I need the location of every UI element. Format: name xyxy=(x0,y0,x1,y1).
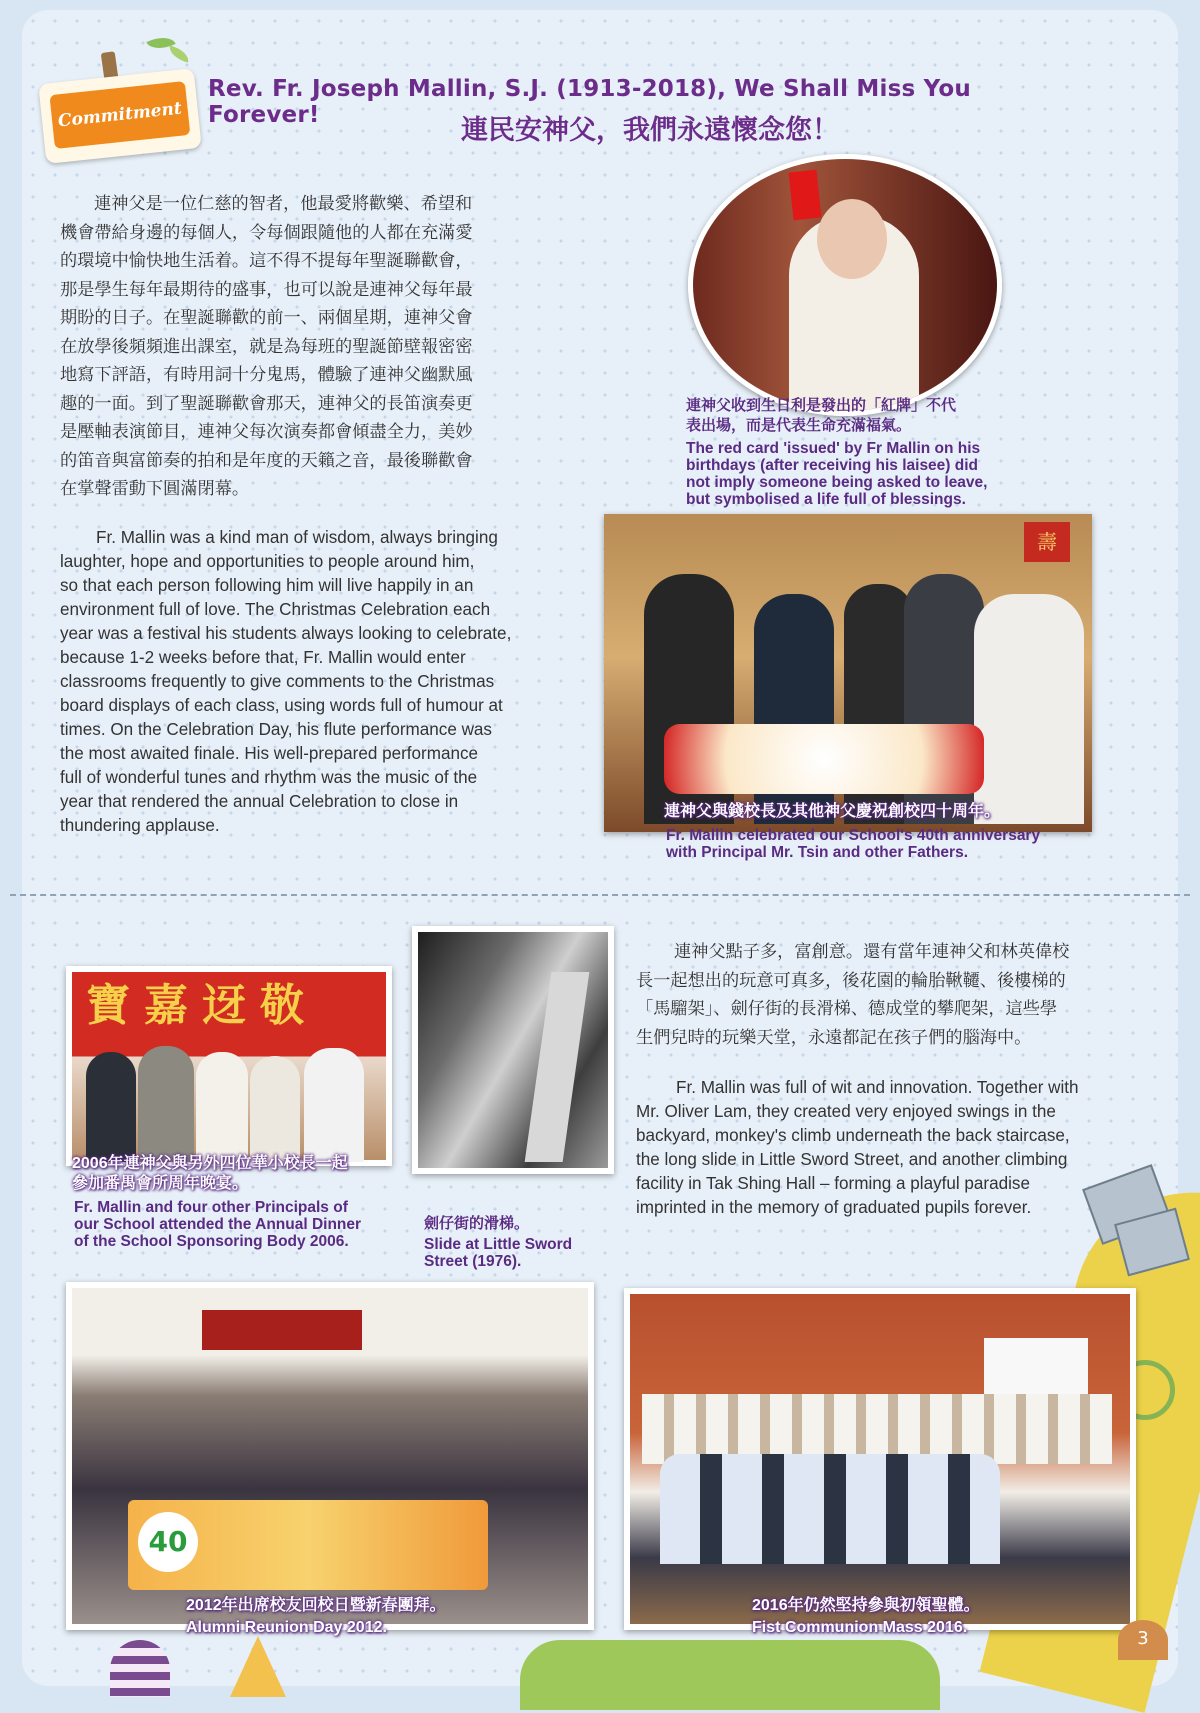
intro-english-paragraph xyxy=(60,526,552,838)
photo-figure xyxy=(196,1052,248,1162)
caption-slide-zh: 劍仔街的滑梯。 xyxy=(424,1215,530,1232)
intro-en-line: the most awaited finale. His well-prepared performance xyxy=(60,744,479,763)
caption-line: 連神父收到生日利是發出的「紅牌」不代 xyxy=(686,397,957,414)
page-number: 3 xyxy=(1118,1620,1168,1660)
section-divider xyxy=(10,894,1190,896)
photo-banner: 壽 xyxy=(1024,522,1070,562)
caption-line: 表出場，而是代表生命充滿福氣。 xyxy=(686,417,912,434)
photo-slide xyxy=(412,926,614,1174)
photo-cake xyxy=(664,724,984,794)
section-tag xyxy=(38,68,202,164)
caption-alumni-zh: 2012年出席校友回校日暨新春團拜。 xyxy=(186,1597,446,1614)
caption-alumni-en: Alumni Reunion Day 2012. xyxy=(186,1619,387,1636)
intro-zh-line: 地寫下評語，有時用詞十分鬼馬，體驗了連神父幽默風 xyxy=(60,365,473,385)
playground-en-line: the long slide in Little Sword Street, and another climbing xyxy=(636,1150,1068,1169)
title-chinese: 連民安神父，我們永遠懷念您！ xyxy=(461,115,839,146)
playground-zh-line: 「馬騮架」、劍仔街的長滑梯、德成堂的攀爬架，這些學 xyxy=(636,999,1058,1019)
caption-line: Street (1976). xyxy=(424,1253,522,1270)
caption-dinner-en xyxy=(74,1199,404,1250)
intro-zh-line: 那是學生每年最期待的盛事，也可以說是連神父每年最 xyxy=(60,279,473,300)
caption-line: with Principal Mr. Tsin and other Fathers. xyxy=(666,844,969,861)
intro-en-line: Fr. Mallin was a kind man of wisdom, always bringing xyxy=(96,528,498,547)
playground-en-line: facility in Tak Shing Hall – forming a playful paradise xyxy=(636,1174,1030,1193)
caption-communion-zh: 2016年仍然堅持參與初領聖體。 xyxy=(752,1597,980,1614)
caption-line: 2006年連神父與另外四位華小校長一起 xyxy=(72,1155,348,1172)
photo-figure xyxy=(250,1056,300,1162)
caption-line: our School attended the Annual Dinner xyxy=(74,1216,362,1233)
intro-en-line: full of wonderful tunes and rhythm was the music of the xyxy=(60,768,478,787)
caption-line: birthdays (after receiving his laisee) did xyxy=(686,457,979,474)
intro-en-line: thundering applause. xyxy=(60,816,220,835)
caption-line: 參加番禺會所周年晚宴。 xyxy=(72,1175,249,1192)
playground-chinese-paragraph xyxy=(636,938,1142,1052)
caption-line: but symbolised a life full of blessings. xyxy=(686,491,966,508)
caption-red-card-zh xyxy=(686,396,1026,436)
intro-zh-line: 機會帶給身邊的每個人，令每個跟隨他的人都在充滿愛 xyxy=(60,222,473,243)
intro-zh-line: 期盼的日子。在聖誕聯歡的前一、兩個星期，連神父會 xyxy=(60,308,473,328)
red-card xyxy=(789,170,822,221)
photo-alumni xyxy=(66,1282,594,1630)
playground-en-line: imprinted in the memory of graduated pupils forever. xyxy=(636,1198,1032,1217)
intro-chinese-paragraph xyxy=(60,190,560,504)
playground-zh-line: 長一起想出的玩意可真多，後花園的輪胎鞦韆、後樓梯的 xyxy=(636,970,1066,991)
intro-zh-line: 的環境中愉快地生活着。這不得不提每年聖誕聯歡會， xyxy=(60,251,473,271)
intro-en-line: times. On the Celebration Day, his flute performance was xyxy=(60,720,492,739)
caption-red-card-en xyxy=(686,440,1026,508)
anniversary-badge: 40 xyxy=(138,1512,198,1572)
intro-zh-line: 連神父是一位仁慈的智者，他最愛將歡樂、希望和 xyxy=(94,194,473,214)
photo-anniversary xyxy=(604,514,1092,832)
caption-line: Fr. Mallin celebrated our School's 40th anniversary xyxy=(666,827,1041,844)
intro-en-line: laughter, hope and opportunities to people around him, xyxy=(60,552,475,571)
photo-slide-chute xyxy=(525,972,590,1162)
caption-communion-en: Fist Communion Mass 2016. xyxy=(752,1619,968,1636)
intro-en-line: because 1-2 weeks before that, Fr. Mallin would enter xyxy=(60,648,466,667)
caption-anniversary-en xyxy=(666,827,1106,861)
photo-figure xyxy=(974,594,1084,824)
playground-english-paragraph xyxy=(636,1076,1142,1220)
intro-en-line: board displays of each class, using words full of humour at xyxy=(60,696,503,715)
intro-zh-line: 在放學後頻頻進出課室，就是為每班的聖誕節壁報密密 xyxy=(60,336,473,357)
photo-figure xyxy=(304,1048,364,1162)
photo-dinner xyxy=(66,966,392,1166)
intro-en-line: classrooms frequently to give comments to the Christmas xyxy=(60,672,495,691)
decorative-ground xyxy=(520,1640,940,1710)
section-tag-label: Commitment xyxy=(49,81,190,149)
intro-zh-line: 在掌聲雷動下圓滿閉幕。 xyxy=(60,479,250,499)
photo-figure xyxy=(138,1046,194,1162)
title-english: Rev. Fr. Joseph Mallin, S.J. (1913-2018), We Shall Miss You Forever! xyxy=(208,76,971,128)
caption-dinner-zh xyxy=(72,1154,402,1194)
playground-en-line: Mr. Oliver Lam, they created very enjoyed swings in the xyxy=(636,1102,1056,1121)
photo-figure xyxy=(86,1052,136,1162)
photo-communion xyxy=(624,1288,1136,1630)
intro-zh-line: 的笛音與富節奏的拍和是年度的天籟之音，最後聯歡會 xyxy=(60,450,473,471)
caption-line: of the School Sponsoring Body 2006. xyxy=(74,1233,349,1250)
photo-seated-row xyxy=(660,1454,1000,1564)
playground-en-line: Fr. Mallin was full of wit and innovation. Together with xyxy=(676,1078,1079,1097)
intro-zh-line: 趣的一面。到了聖誕聯歡會那天，連神父的長笛演奏更 xyxy=(60,393,473,414)
photo-red-card xyxy=(688,154,1002,416)
photo-curtain xyxy=(202,1310,362,1350)
caption-line: not imply someone being asked to leave, xyxy=(686,474,988,491)
caption-anniversary-zh: 連神父與錢校長及其他神父慶祝創校四十周年。 xyxy=(664,803,1001,820)
photo-face xyxy=(817,199,887,279)
decorative-tower-icon xyxy=(110,1640,170,1697)
intro-en-line: environment full of love. The Christmas Celebration each xyxy=(60,600,491,619)
caption-slide-en xyxy=(424,1236,624,1270)
playground-en-line: backyard, monkey's climb underneath the back staircase, xyxy=(636,1126,1070,1145)
caption-line: Fr. Mallin and four other Principals of xyxy=(74,1199,348,1216)
playground-zh-line: 連神父點子多，富創意。還有當年連神父和林英偉校 xyxy=(674,942,1070,962)
intro-en-line: year that rendered the annual Celebration to close in xyxy=(60,792,459,811)
caption-line: Slide at Little Sword xyxy=(424,1236,573,1253)
playground-zh-line: 生們兒時的玩樂天堂，永遠都記在孩子們的腦海中。 xyxy=(636,1027,1032,1048)
intro-en-line: so that each person following him will live happily in an xyxy=(60,576,474,595)
photo-banner xyxy=(128,1500,488,1590)
photo-banner: 寶嘉迓敬 xyxy=(86,980,318,1031)
caption-line: The red card 'issued' by Fr Mallin on his xyxy=(686,440,981,457)
intro-en-line: year was a festival his students always looking to celebrate, xyxy=(60,624,512,643)
intro-zh-line: 是壓軸表演節目，連神父每次演奏都會傾盡全力，美妙 xyxy=(60,422,473,442)
